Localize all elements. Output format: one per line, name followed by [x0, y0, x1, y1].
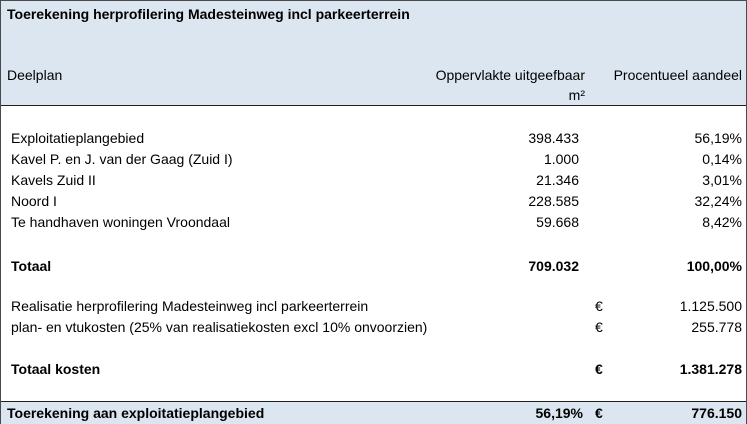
total-share: 100,00%	[686, 258, 742, 274]
row-area: 21.346	[536, 172, 579, 188]
allocation-amount: 776.150	[691, 405, 742, 421]
cost-label: Realisatie herprofilering Madesteinweg incl parkeerterrein	[11, 298, 369, 314]
allocation-row	[1, 401, 746, 424]
table-title: Toerekening herprofilering Madesteinweg incl parkeerterrein	[7, 6, 410, 22]
row-area: 59.668	[536, 214, 579, 230]
cost-currency: €	[595, 319, 603, 335]
row-share: 32,24%	[694, 193, 742, 209]
allocation-label: Toerekening aan exploitatieplangebied	[7, 405, 265, 421]
column-header-aandeel: Procentueel aandeel	[613, 67, 742, 83]
row-area: 228.585	[528, 193, 579, 209]
row-area: 1.000	[543, 151, 579, 167]
total-costs-currency: €	[595, 361, 603, 377]
cost-currency: €	[595, 298, 603, 314]
allocation-currency: €	[595, 405, 603, 421]
row-name: Noord I	[11, 193, 57, 209]
column-header-oppervlakte: Oppervlakte uitgeefbaar	[435, 67, 585, 83]
cost-label: plan- en vtukosten (25% van realisatiekosten excl 10% onvoorzien)	[11, 319, 428, 335]
column-header-oppervlakte-unit: m²	[568, 87, 585, 103]
total-costs-amount: 1.381.278	[679, 361, 742, 377]
table-header	[1, 1, 746, 106]
row-name: Kavel P. en J. van der Gaag (Zuid I)	[11, 151, 233, 167]
row-area: 398.433	[528, 130, 579, 146]
cost-amount: 255.778	[691, 319, 742, 335]
row-name: Exploitatieplangebied	[11, 130, 145, 146]
row-share: 0,14%	[702, 151, 742, 167]
row-name: Kavels Zuid II	[11, 172, 96, 188]
total-label: Totaal	[11, 258, 52, 274]
total-costs-label: Totaal kosten	[11, 361, 101, 377]
total-area: 709.032	[528, 258, 579, 274]
cost-amount: 1.125.500	[679, 298, 742, 314]
row-name: Te handhaven woningen Vroondaal	[11, 214, 230, 230]
column-header-deelplan: Deelplan	[7, 67, 63, 83]
row-share: 56,19%	[694, 130, 742, 146]
allocation-percent: 56,19%	[535, 405, 583, 421]
row-share: 3,01%	[702, 172, 742, 188]
row-share: 8,42%	[702, 214, 742, 230]
